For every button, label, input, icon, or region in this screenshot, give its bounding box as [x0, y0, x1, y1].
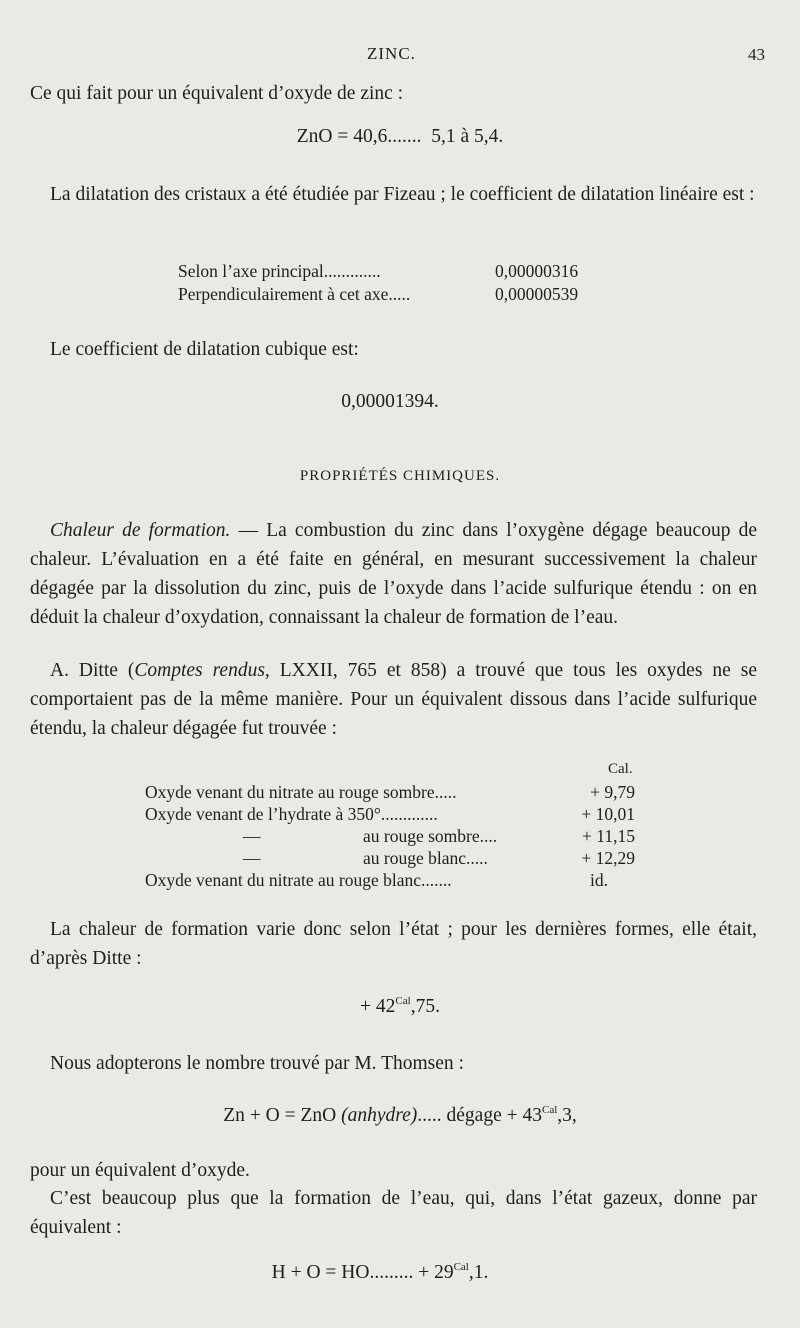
- equation-value: + 29: [418, 1262, 454, 1283]
- page-number: 43: [748, 45, 765, 64]
- leader-dots: .......: [387, 126, 422, 147]
- paragraph-etat: La chaleur de formation varie donc selon l’état ; pour les dernières formes, elle était, d’après Ditte :: [30, 919, 757, 969]
- table-row: Oxyde venant du nitrate au rouge sombre.....: [145, 782, 457, 802]
- table-value: + 9,79: [590, 782, 635, 802]
- equation-formula: Zn + O = ZnO: [223, 1105, 337, 1126]
- paragraph-thomsen: Nous adopterons le nombre trouvé par M. Thomsen :: [50, 1053, 464, 1074]
- leader-dots: .............: [323, 261, 381, 281]
- table-row: Oxyde venant du nitrate au rouge blanc.......: [145, 870, 452, 890]
- leader-dots: .....: [417, 1105, 442, 1126]
- table-value: + 11,15: [582, 826, 635, 846]
- paragraph-cubic: Le coefficient de dilatation cubique est:: [50, 339, 359, 360]
- dilatation-value: 0,00000316: [495, 261, 579, 281]
- equation-formula: ZnO = 40,6: [296, 126, 388, 147]
- equation-value: 5,1 à 5,4.: [431, 126, 504, 147]
- equation-eau: [0, 1262, 780, 1284]
- running-header: ZINC.: [367, 44, 416, 63]
- dilatation-row: [178, 284, 410, 305]
- equation-value: dégage + 43: [446, 1105, 542, 1126]
- ditto-dash: —: [243, 826, 261, 846]
- leader-dots: .........: [369, 1262, 414, 1283]
- paragraph-intro: Ce qui fait pour un équivalent d’oxyde de zinc :: [30, 83, 404, 104]
- table-row: Oxyde venant de l’hydrate à 350°.............: [145, 804, 438, 824]
- citation: Comptes rendus,: [134, 660, 270, 681]
- row-label: Selon l’axe principal: [178, 261, 324, 281]
- cubic-value: 0,00001394.: [341, 391, 439, 412]
- table-value: + 12,29: [581, 848, 635, 868]
- paragraph-text: — La combustion du zinc dans l’oxygène dégage beaucoup de chaleur. L’évaluation en a été faite en général, en mesurant successivement la chaleur dégagée par la dissolution du zinc, puis de l’oxyde dans l’acide sulfurique étendu : on en déduit la chaleur d’oxydation, connaissant la chaleur de formation de l’eau.: [30, 520, 757, 628]
- equation-formula: H + O = HO: [271, 1262, 370, 1283]
- dilatation-row: [178, 261, 381, 282]
- table-value: id.: [590, 870, 608, 890]
- table-row: au rouge blanc.....: [363, 848, 488, 868]
- equation-qualifier: (anhydre): [341, 1105, 418, 1126]
- table-value: + 10,01: [581, 804, 635, 824]
- equation-decimal: ,75.: [410, 996, 440, 1017]
- equation-decimal: ,1.: [468, 1262, 489, 1283]
- equation-thomsen: [0, 1105, 800, 1127]
- table-row: au rouge sombre....: [363, 826, 498, 846]
- leader-dots: .....: [388, 284, 411, 304]
- unit-superscript: Cal: [395, 995, 411, 1007]
- unit-superscript: Cal: [541, 1104, 558, 1116]
- equation-zno: [0, 126, 800, 148]
- paragraph-text: LXXII, 765 et 858) a trouvé que tous les oxydes ne se comportaient pas de la même manière. Pour un équivalent dissous dans l’acide sulfurique étendu, la chaleur dégagée fut trouvée :: [30, 660, 757, 739]
- paragraph-oxyde: pour un équivalent d’oxyde.: [30, 1160, 250, 1181]
- paragraph-ditte: [30, 656, 757, 743]
- table-unit: Cal.: [608, 761, 633, 777]
- paragraph-text: A. Ditte (: [50, 660, 135, 681]
- row-label: Perpendiculairement à cet axe: [178, 284, 389, 304]
- ditto-dash: —: [243, 848, 261, 868]
- paragraph-eau: C’est beaucoup plus que la formation de l’eau, qui, dans l’état gazeux, donne par équivalent :: [30, 1188, 757, 1238]
- dilatation-value: 0,00000539: [495, 284, 579, 304]
- paragraph-lead: Chaleur de formation.: [50, 520, 231, 541]
- paragraph-dilatation: La dilatation des cristaux a été étudiée par Fizeau ; le coefficient de dilatation linéaire est :: [50, 184, 755, 205]
- equation-value: + 42: [360, 996, 396, 1017]
- unit-superscript: Cal: [453, 1261, 469, 1273]
- equation-ditte: [0, 996, 800, 1018]
- equation-decimal: ,3,: [557, 1105, 577, 1126]
- paragraph-chaleur: [30, 516, 757, 632]
- section-title: PROPRIÉTÉS CHIMIQUES.: [299, 468, 501, 484]
